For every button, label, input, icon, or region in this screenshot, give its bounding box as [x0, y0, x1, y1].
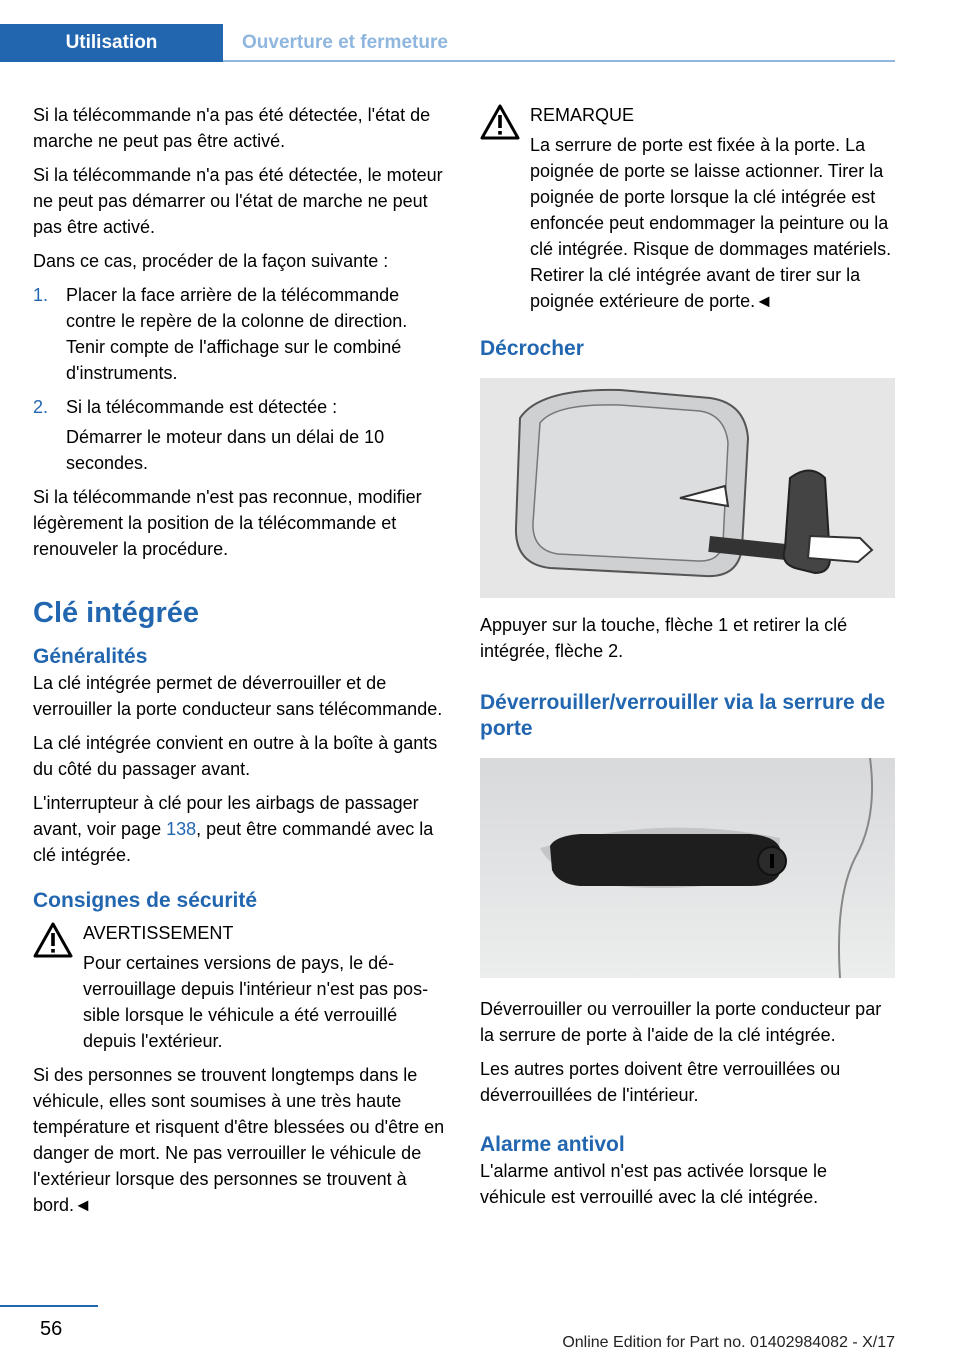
subsection-title: Alarme antivol [480, 1133, 625, 1156]
paragraph: Les autres portes doivent être verrouillées ou déverrouillées de l'intérieur. [480, 1059, 841, 1105]
paragraph: Dans ce cas, procéder de la façon suivante : [33, 251, 389, 271]
paragraph: Si la télécommande n'est pas reconnue, modifier légèrement la position de la télécommande et renouveler la procédure. [33, 487, 422, 559]
step-text: Si la télécommande est détectée : [66, 397, 338, 417]
step-text: Placer la face arrière de la télécommande contre le repère de la colonne de direction. Tenir compte de l'affichage sur le combiné d'instruments. [66, 285, 408, 383]
paragraph: Appuyer sur la touche, flèche 1 et retirer la clé intégrée, flèche 2. [480, 615, 848, 661]
warning-triangle-icon [33, 922, 73, 958]
tab-utilisation[interactable]: Utilisation [0, 24, 223, 62]
subsection-title: Décrocher [480, 337, 584, 360]
text-span: , peut être commandé avec la clé intégrée. [33, 819, 434, 865]
door-handle-image [480, 758, 895, 978]
text-span: L'interrupteur à clé pour les airbags de passager avant, voir page [33, 793, 419, 839]
paragraph: La clé intégrée convient en outre à la boîte à gants du côté du passager avant. [33, 733, 438, 779]
step-number: 1. [33, 285, 49, 305]
step-number: 2. [33, 397, 49, 417]
paragraph [33, 790, 448, 868]
left-column [33, 102, 448, 1226]
right-column [480, 102, 895, 1218]
warning-label: AVERTISSEMENT [83, 923, 234, 943]
step-subtext: Démarrer le moteur dans un délai de 10 secondes. [66, 427, 385, 473]
edition-footer: Online Edition for Part no. 01402984082 - X/17 [562, 1334, 895, 1351]
subsection-title: Généralités [33, 645, 148, 668]
header-divider [223, 60, 895, 62]
subsection-title: Consignes de sécurité [33, 889, 258, 912]
list-item [33, 282, 448, 386]
paragraph: Si la télécommande n'a pas été détectée, le moteur ne peut pas démarrer ou l'état de marche ne peut pas être activé. [33, 165, 443, 237]
note-text: La serrure de porte est fixée à la porte. La poignée de porte se laisse actionner. Tirer la poignée de porte lorsque la clé intégrée est enfoncée peut endommager la peinture ou la clé intégrée. Risque de dommages matériels. Retirer la clé intégrée avant de tirer sur la poignée extérieure de porte.◄ [530, 135, 892, 311]
warning-triangle-icon [480, 104, 520, 140]
paragraph: L'alarme antivol n'est pas activée lorsque le véhicule est verrouillé avec la clé intégrée. [480, 1161, 828, 1207]
key-removal-illustration [480, 378, 895, 598]
warning-text: Si des personnes se trouvent longtemps dans le véhicule, elles sont soumises à une très haute température et risquent d'être blessées ou d'être en danger de mort. Ne pas verrouiller le véhicule de l'extérieur lorsque des personnes se trouvent à bord.◄ [33, 1065, 445, 1215]
list-item [33, 394, 448, 476]
header-bar [0, 24, 895, 62]
footer-divider [0, 1305, 98, 1307]
warning-text: Pour certaines versions de pays, le déverrouillage depuis l'intérieur n'est pas possible lorsque le véhicule a été verrouillé depuis l'extérieur. [83, 953, 429, 1051]
page-number: 56 [40, 1318, 63, 1340]
paragraph: Déverrouiller ou verrouiller la porte conducteur par la serrure de porte à l'aide de la clé intégrée. [480, 999, 882, 1045]
door-lock-illustration [480, 758, 895, 978]
subsection-title: Déverrouiller/verrouiller via la serrure de porte [480, 691, 886, 740]
tab-ouverture-fermeture[interactable]: Ouverture et fermeture [242, 32, 448, 53]
steps-list [33, 282, 448, 476]
paragraph: La clé intégrée permet de déverrouiller et de verrouiller la porte conducteur sans télécommande. [33, 673, 443, 719]
paragraph: Si la télécommande n'a pas été détectée, l'état de marche ne peut pas être activé. [33, 105, 431, 151]
key-fob-image [480, 378, 895, 598]
page-link[interactable]: 138 [166, 819, 197, 839]
warning-block [33, 920, 448, 1054]
note-label: REMARQUE [530, 105, 635, 125]
note-block [480, 102, 895, 314]
section-title: Clé intégrée [33, 597, 199, 629]
